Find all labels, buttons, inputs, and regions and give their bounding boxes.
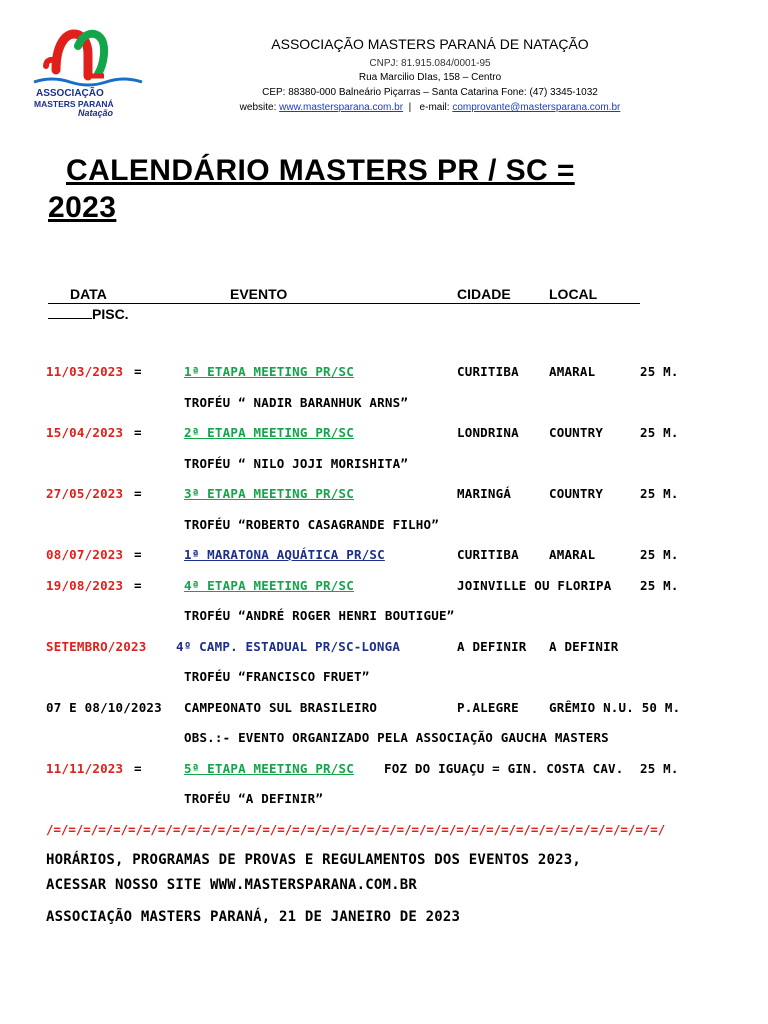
- event-city: FOZ DO IGUAÇU = GIN. COSTA CAV.: [384, 761, 624, 776]
- separator-line: /=/=/=/=/=/=/=/=/=/=/=/=/=/=/=/=/=/=/=/=/=/=/=/=/=/=/=/=/=/=/=/=/=/=/=/=/=/=/=/=/=/: [46, 822, 666, 837]
- event-date: 11/03/2023: [46, 364, 124, 379]
- event-city: JOINVILLE OU FLORIPA: [457, 578, 612, 593]
- trophy-text: TROFÉU “ NILO JOJI MORISHITA”: [184, 456, 409, 471]
- title-line1: CALENDÁRIO MASTERS PR / SC =: [66, 154, 575, 187]
- footer-line2: ACESSAR NOSSO SITE WWW.MASTERSPARANA.COM.BR: [46, 877, 418, 893]
- event-trophy: [0, 456, 768, 474]
- event-venue: COUNTRY: [549, 425, 604, 440]
- event-trophy: [0, 395, 768, 413]
- address: Rua Marcilio DIas, 158 – Centro: [358, 72, 502, 83]
- association-logo: [30, 24, 148, 120]
- event-name: 1ª MARATONA AQUÁTICA PR/SC: [184, 547, 385, 562]
- event-city: CURITIBA: [457, 547, 519, 562]
- event-pool: 25 M.: [640, 425, 679, 440]
- event-row: [0, 547, 768, 565]
- event-row: [0, 425, 768, 443]
- col-pisc: PISC.: [92, 306, 129, 322]
- event-equals: =: [134, 425, 142, 440]
- event-equals: =: [134, 578, 142, 593]
- event-row: [0, 364, 768, 382]
- col-pisc-line: [48, 306, 129, 322]
- title-line2: 2023: [48, 191, 117, 224]
- event-pool: 25 M.: [640, 578, 679, 593]
- event-pool: 25 M.: [640, 761, 679, 776]
- event-row: [0, 700, 768, 718]
- event-date: 27/05/2023: [46, 486, 124, 501]
- trophy-text: TROFÉU “ROBERTO CASAGRANDE FILHO”: [184, 517, 439, 532]
- footer-line1: HORÁRIOS, PROGRAMAS DE PROVAS E REGULAMENTOS DOS EVENTOS 2023,: [46, 852, 581, 868]
- event-date: 08/07/2023: [46, 547, 124, 562]
- event-city: LONDRINA: [457, 425, 519, 440]
- event-date: 15/04/2023: [46, 425, 124, 440]
- event-date: SETEMBRO/2023: [46, 639, 147, 654]
- trophy-text: TROFÉU “ NADIR BARANHUK ARNS”: [184, 395, 409, 410]
- event-name: 2ª ETAPA MEETING PR/SC: [184, 425, 354, 440]
- header-underline: [48, 303, 640, 304]
- event-equals: =: [134, 761, 142, 776]
- event-equals: =: [134, 547, 142, 562]
- event-venue: COUNTRY: [549, 486, 604, 501]
- website-label: website:: [239, 102, 280, 113]
- event-date: 11/11/2023: [46, 761, 124, 776]
- col-local: LOCAL: [549, 286, 598, 302]
- trophy-text: TROFÉU “FRANCISCO FRUET”: [184, 669, 370, 684]
- event-equals: =: [134, 486, 142, 501]
- event-city: P.ALEGRE: [457, 700, 519, 715]
- event-trophy: [0, 517, 768, 535]
- note-text: OBS.:- EVENTO ORGANIZADO PELA ASSOCIAÇÃO GAUCHA MASTERS: [184, 730, 609, 745]
- event-equals: =: [134, 364, 142, 379]
- event-venue: AMARAL: [549, 547, 596, 562]
- event-name: 4ª ETAPA MEETING PR/SC: [184, 578, 354, 593]
- cnpj: CNPJ: 81.915.084/0001-95: [369, 58, 491, 69]
- trophy-text: TROFÉU “A DEFINIR”: [184, 791, 324, 806]
- trophy-text: TROFÉU “ANDRÉ ROGER HENRI BOUTIGUE”: [184, 608, 455, 623]
- footer-line3: ASSOCIAÇÃO MASTERS PARANÁ, 21 DE JANEIRO DE 2023: [46, 909, 461, 925]
- organization-name: ASSOCIAÇÃO MASTERS PARANÁ DE NATAÇÃO: [271, 36, 589, 52]
- event-row: [0, 486, 768, 504]
- event-venue: AMARAL: [549, 364, 596, 379]
- event-name: 5ª ETAPA MEETING PR/SC: [184, 761, 354, 776]
- logo-text-line3: Natação: [78, 108, 114, 118]
- event-row: [0, 761, 768, 779]
- event-date: 07 E 08/10/2023: [46, 700, 162, 715]
- event-pool: 25 M.: [640, 547, 679, 562]
- event-row: [0, 639, 768, 657]
- col-cidade: CIDADE: [457, 286, 511, 302]
- event-name: 4º CAMP. ESTADUAL PR/SC-LONGA: [176, 639, 401, 654]
- event-venue: A DEFINIR: [549, 639, 619, 654]
- email-label: | e-mail:: [403, 102, 453, 113]
- event-city: CURITIBA: [457, 364, 519, 379]
- event-note: [0, 730, 768, 748]
- event-row: [0, 578, 768, 596]
- event-date: 19/08/2023: [46, 578, 124, 593]
- event-name: 3ª ETAPA MEETING PR/SC: [184, 486, 354, 501]
- logo-text-line1: ASSOCIAÇÃO: [36, 88, 104, 99]
- email-link[interactable]: comprovante@mastersparana.com.br: [452, 102, 621, 113]
- col-evento: EVENTO: [230, 286, 288, 302]
- page-title: [48, 152, 728, 226]
- logo-text-line2: MASTERS PARANÁ: [34, 99, 114, 109]
- event-trophy: [0, 669, 768, 687]
- website-link[interactable]: www.mastersparana.com.br: [279, 102, 404, 113]
- event-city: A DEFINIR: [457, 639, 527, 654]
- col-data: DATA: [70, 286, 107, 302]
- event-trophy: [0, 608, 768, 626]
- cep-city-phone: CEP: 88380-000 Balneário Piçarras – Santa Catarina Fone: (47) 3345-1032: [262, 87, 598, 98]
- event-city: MARINGÁ: [457, 486, 512, 501]
- event-name: 1ª ETAPA MEETING PR/SC: [184, 364, 354, 379]
- event-venue: GRÊMIO N.U. 50 M.: [549, 700, 681, 715]
- event-pool: 25 M.: [640, 364, 679, 379]
- event-trophy: [0, 791, 768, 809]
- contact-line: [150, 102, 710, 113]
- event-name: CAMPEONATO SUL BRASILEIRO: [184, 700, 378, 715]
- event-pool: 25 M.: [640, 486, 679, 501]
